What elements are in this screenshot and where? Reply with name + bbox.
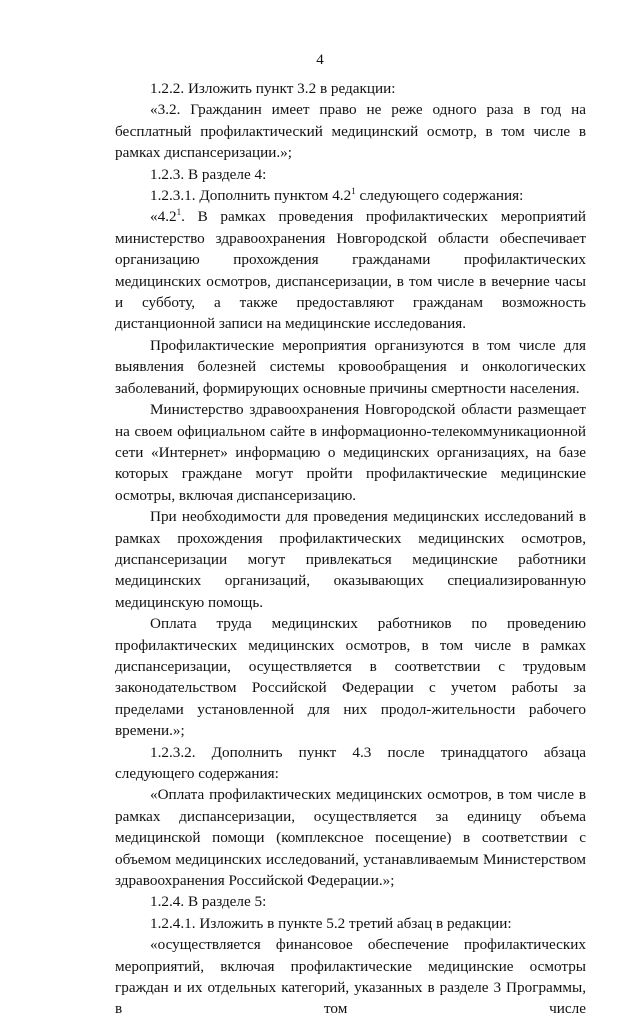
paragraph-quote-3-2: «3.2. Гражданин имеет право не реже одного раза в год на бесплатный профилактический медицинский осмотр, в том числе в рамках диспансеризации.»; xyxy=(115,101,586,162)
document-body xyxy=(115,78,586,1020)
paragraph-ministry-website: Министерство здравоохранения Новгородской области размещает на своем официальном сайте в информационно-телекоммуникационной сети «Интернет» информацию о медицинских организациях, на базе которых граждане могут пройти профилактические медицинские осмотры, включая диспансеризацию. xyxy=(115,401,586,504)
paragraph-quote-4-2-1 xyxy=(115,206,586,334)
paragraph-1-2-2: 1.2.2. Изложить пункт 3.2 в редакции: xyxy=(150,80,396,97)
paragraph-1-2-3: 1.2.3. В разделе 4: xyxy=(150,165,267,183)
paragraph-1-2-3-2: 1.2.3.2. Дополнить пункт 4.3 после тринадцатого абзаца следующего содержания: xyxy=(115,743,586,782)
paragraph-quote-payment: «Оплата профилактических медицинских осмотров, в том числе в рамках диспансеризации, осуществляется за единицу объема медицинской помощи (комплексное посещение) в соответствии с объемом медицинских исследований, устанавливаемым Министерством здравоохранения Российской Федерации.»; xyxy=(115,786,586,890)
paragraph-quote-4-2-1-text-before: «4.2 xyxy=(150,208,177,226)
paragraph-1-2-4: 1.2.4. В разделе 5: xyxy=(150,893,267,911)
page-number: 4 xyxy=(316,52,324,68)
superscript-marker: 1 xyxy=(351,186,356,197)
paragraph-quote-4-2-1-text-after: . В рамках проведения профилактических мероприятий министерство здравоохранения Новгородской области обеспечивает организацию прохождения гражданами профилактических медицинских осмотров, диспансеризации, в том числе в вечерние часы и субботу, а также предоставляют гражданам возможность дистанционной записи на медицинские исследования. xyxy=(115,208,586,333)
paragraph-quote-financing: «осуществляется финансовое обеспечение профилактических мероприятий, включая профилактические медицинские осмотры граждан и их отдельных категорий, указанных в разделе 3 Программы, в том числе xyxy=(115,936,586,1018)
paragraph-1-2-3-1-text-after: следующего содержания: xyxy=(355,187,524,205)
superscript-marker: 1 xyxy=(176,207,182,218)
paragraph-labor-payment: Оплата труда медицинских работников по проведению профилактических медицинских осмотров, в том числе в рамках диспансеризации, осуществляется в соответствии с трудовым законодательством Российской Федерации с учетом работы за пределами установленной для них продол-жительности рабочего времени.»; xyxy=(115,615,586,740)
paragraph-1-2-3-1-text-before: 1.2.3.1. Дополнить пунктом 4.2 xyxy=(150,187,352,205)
paragraph-1-2-3-1 xyxy=(115,185,586,206)
paragraph-preventive-measures: Профилактические мероприятия организуются в том числе для выявления болезней системы кровообращения и онкологических заболеваний, формирующих основные причины смертности населения. xyxy=(115,336,586,397)
paragraph-1-2-4-1: 1.2.4.1. Изложить в пункте 5.2 третий абзац в редакции: xyxy=(150,914,512,932)
paragraph-medical-workers: При необходимости для проведения медицинских исследований в рамках прохождения профилактических медицинских осмотров, диспансеризации могут привлекаться медицинские работники медицинских организаций, оказывающих специализированную медицинскую помощь. xyxy=(115,508,586,611)
